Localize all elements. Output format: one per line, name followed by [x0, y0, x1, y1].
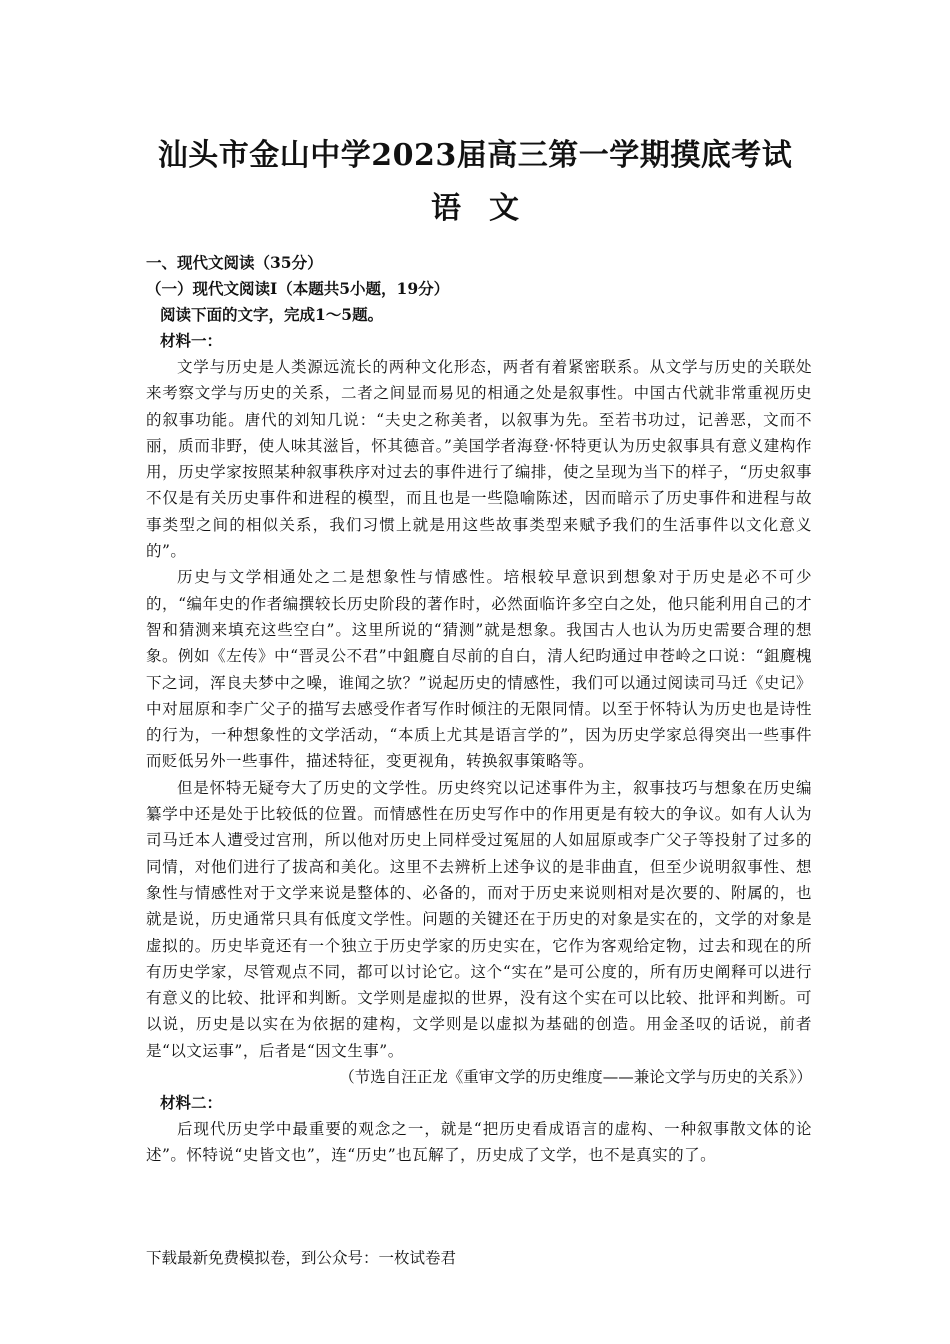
exam-content: [146, 250, 812, 1169]
material-one-paragraph: 文学与历史是人类源远流长的两种文化形态，两者有着紧密联系。从文学与历史的关联处来考察文学与历史的关系，二者之间显而易见的相通之处是叙事性。中国古代就非常重视历史的叙事功能。唐代的刘知几说：“夫史之称美者，以叙事为先。至若书功过，记善恶，文而不丽，质而非野，使人味其滋旨，怀其德音。”美国学者海登·怀特更认为历史叙事具有意义建构作用，历史学家按照某种叙事秩序对过去的事件进行了编排，使之呈现为当下的样子，“历史叙事不仅是有关历史事件和进程的模型，而且也是一些隐喻陈述，因而暗示了历史事件和进程与故事类型之间的相似关系，我们习惯上就是用这些故事类型来赋予我们的生活事件以文化意义的”。: [146, 358, 812, 561]
material-two-paragraph: 后现代历史学中最重要的观念之一，就是“把历史看成语言的虚构、一种叙事散文体的论述”。怀特说“史皆文也”，连“历史”也瓦解了，历史成了文学，也不是真实的了。: [146, 1120, 812, 1165]
exam-title: 汕头市金山中学2023届高三第一学期摸底考试: [157, 138, 793, 173]
subject-title: 语文: [431, 191, 547, 226]
material-one-paragraph: 历史与文学相通处之二是想象性与情感性。培根较早意识到想象对于历史是必不可少的，“编年史的作者编撰较长历史阶段的著作时，必然面临许多空白之处，他只能利用自己的才智和猜测来填充这些空白”。这里所说的“猜测”就是想象。我国古人也认为历史需要合理的想象。例如《左传》中“晋灵公不君”中鉏麑自尽前的自白，清人纪昀通过申苍岭之口说：“鉏麑槐下之词，浑良夫梦中之噪，谁闻之欤？”说起历史的情感性，我们可以通过阅读司马迁《史记》中对屈原和李广父子的描写去感受作者写作时倾注的无限同情。以至于怀特认为历史也是诗性的行为，一种想象性的文学活动，“本质上尤其是语言学的”，因为历史学家总得突出一些事件而贬低另外一些事件，描述特征，变更视角，转换叙事策略等。: [146, 568, 812, 771]
sub-section-heading: （一）现代文阅读Ⅰ（本题共5小题，19分）: [146, 279, 450, 298]
download-footer-note: 下载最新免费模拟卷，到公众号：一枚试卷君: [146, 1249, 457, 1267]
material-one-paragraph: 但是怀特无疑夸大了历史的文学性。历史终究以记述事件为主，叙事技巧与想象在历史编纂学中还是处于比较低的位置。而情感性在历史写作中的作用更是有较大的争议。如有人认为司马迁本人遭受过宫刑，所以他对历史上同样受过冤屈的人如屈原或李广父子等投射了过多的同情，对他们进行了拔高和美化。这里不去辨析上述争议的是非曲直，但至少说明叙事性、想象性与情感性对于文学来说是整体的、必备的，而对于历史来说则相对是次要的、附属的，也就是说，历史通常只具有低度文学性。问题的关键还在于历史的对象是实在的，文学的对象是虚拟的。历史毕竟还有一个独立于历史学家的历史实在，它作为客观给定物，过去和现在的所有历史学家，尽管观点不同，都可以讨论它。这个“实在”是可公度的，所有历史阐释可以进行有意义的比较、批评和判断。文学则是虚拟的世界，没有这个实在可以比较、批评和判断。可以说，历史是以实在为依据的建构，文学则是以虚拟为基础的创造。用金圣叹的话说，前者是“以文运事”，后者是“因文生事”。: [146, 778, 812, 1060]
material-two-label: 材料二：: [160, 1093, 223, 1113]
material-one-source: （节选自汪正龙《重审文学的历史维度——兼论文学与历史的关系》）: [339, 1068, 812, 1087]
section-heading: 一、现代文阅读（35分）: [146, 253, 323, 272]
material-one-label: 材料一：: [160, 331, 223, 350]
reading-instruction: 阅读下面的文字，完成1～5题。: [160, 305, 384, 324]
